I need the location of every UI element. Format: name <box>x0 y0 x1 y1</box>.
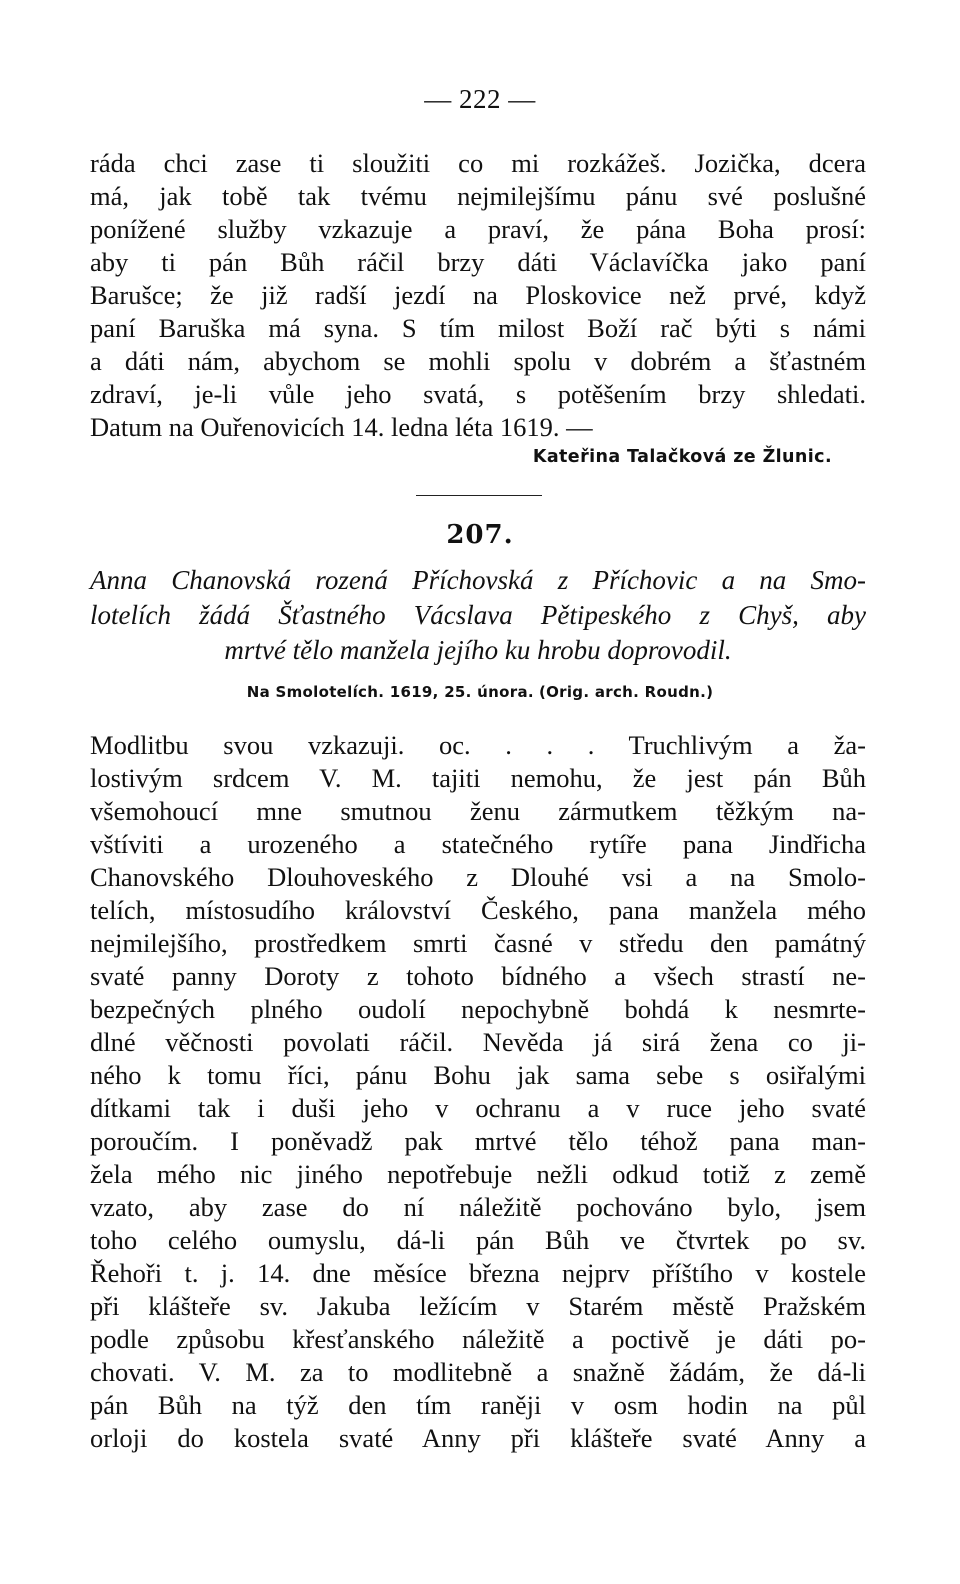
text-line: svaté panny Doroty z tohoto bídného a všech strastí ne- <box>90 961 866 991</box>
source-note <box>0 683 960 701</box>
text-line: Datum na Ouřenovicích 14. ledna léta 1619. — <box>90 412 593 442</box>
text-line: ponížené služby vzkazuje a praví, že pána Boha prosí: <box>90 214 866 244</box>
text-line: dlné věčnosti povolati ráčil. Nevěda já sirá žena co ji- <box>90 1027 866 1057</box>
text-line: Řehoři t. j. 14. dne měsíce března nejprv příštího v kostele <box>90 1258 866 1288</box>
text-line: vzato, aby zase do ní náležitě pochováno bylo, jsem <box>90 1192 866 1222</box>
text-line: Barušce; že již radší jezdí na Ploskovice než prvé, když <box>90 280 866 310</box>
text-line: a dáti nám, abychom se mohli spolu v dobrém a šťastném <box>90 346 866 376</box>
text-line: pán Bůh na týž den tím raněji v osm hodin na půl <box>90 1390 866 1420</box>
source-archive: (Orig. arch. Roudn.) <box>538 683 714 701</box>
text-line: telích, místosudího království Českého, pana manžela mého <box>90 895 866 925</box>
text-line: zdraví, je-li vůle jeho svatá, s potěšením brzy shledati. <box>90 379 866 409</box>
text-line: Chanovského Dlouhoveského z Dlouhé vsi a na Smolo- <box>90 862 866 892</box>
letter-heading-line: mrtvé tělo manžela jejího ku hrobu doprovodil. <box>224 635 732 665</box>
letter-heading-line: lotelích žádá Šťastného Vácslava Pětipeského z Chyš, aby <box>90 600 866 630</box>
text-line: poroučím. I poněvadž pak mrtvé tělo téhož pana man- <box>90 1126 866 1156</box>
text-line: paní Baruška má syna. S tím milost Boží rač býti s námi <box>90 313 866 343</box>
text-line: dítkami tak i duši jeho v ochranu a v ruce jeho svaté <box>90 1093 866 1123</box>
text-line: nejmilejšího, prostředkem smrti časné v středu den památný <box>90 928 866 958</box>
text-line: aby ti pán Bůh ráčil brzy dáti Václavíčka jako paní <box>90 247 866 277</box>
text-line: Modlitbu svou vzkazuji. oc. . . . Truchlivým a ža- <box>90 730 866 760</box>
source-place-date: Na Smolotelích. 1619, 25. února. <box>246 683 534 701</box>
text-line: všemohoucí mne smutnou ženu zármutkem těžkým na- <box>90 796 866 826</box>
text-line: orloji do kostela svaté Anny při klášteře svaté Anny a <box>90 1423 866 1453</box>
text-line: vštíviti a urozeného a statečného rytíře pana Jindřicha <box>90 829 866 859</box>
text-line: ného k tomu říci, pánu Bohu jak sama sebe s osiřalými <box>90 1060 866 1090</box>
text-line: žela mého nic jiného nepotřebuje nežli odkud totiž z země <box>90 1159 866 1189</box>
text-line: toho celého oumyslu, dá-li pán Bůh ve čtvrtek po sv. <box>90 1225 866 1255</box>
text-line: podle způsobu křesťanského náležitě a poctivě je dáti po- <box>90 1324 866 1354</box>
letter-number: 207. <box>446 520 514 550</box>
letter-heading-line: Anna Chanovská rozená Příchovská z Příchovic a na Smo- <box>90 565 866 595</box>
text-line: má, jak tobě tak tvému nejmilejšímu pánu své poslušné <box>90 181 866 211</box>
text-line: při klášteře sv. Jakuba ležícím v Starém městě Pražském <box>90 1291 866 1321</box>
section-divider <box>416 495 542 496</box>
text-line: lostivým srdcem V. M. tajiti nemohu, že jest pán Bůh <box>90 763 866 793</box>
text-line: chovati. V. M. za to modlitebně a snažně žádám, že dá-li <box>90 1357 866 1387</box>
text-line: bezpečných plného oudolí nepochybně bohdá k nesmrte- <box>90 994 866 1024</box>
signature: Kateřina Talačková ze Žlunic. <box>532 447 832 467</box>
page-number: — 222 — <box>424 84 536 114</box>
text-line: ráda chci zase ti sloužiti co mi rozkážeš. Jozička, dcera <box>90 148 866 178</box>
